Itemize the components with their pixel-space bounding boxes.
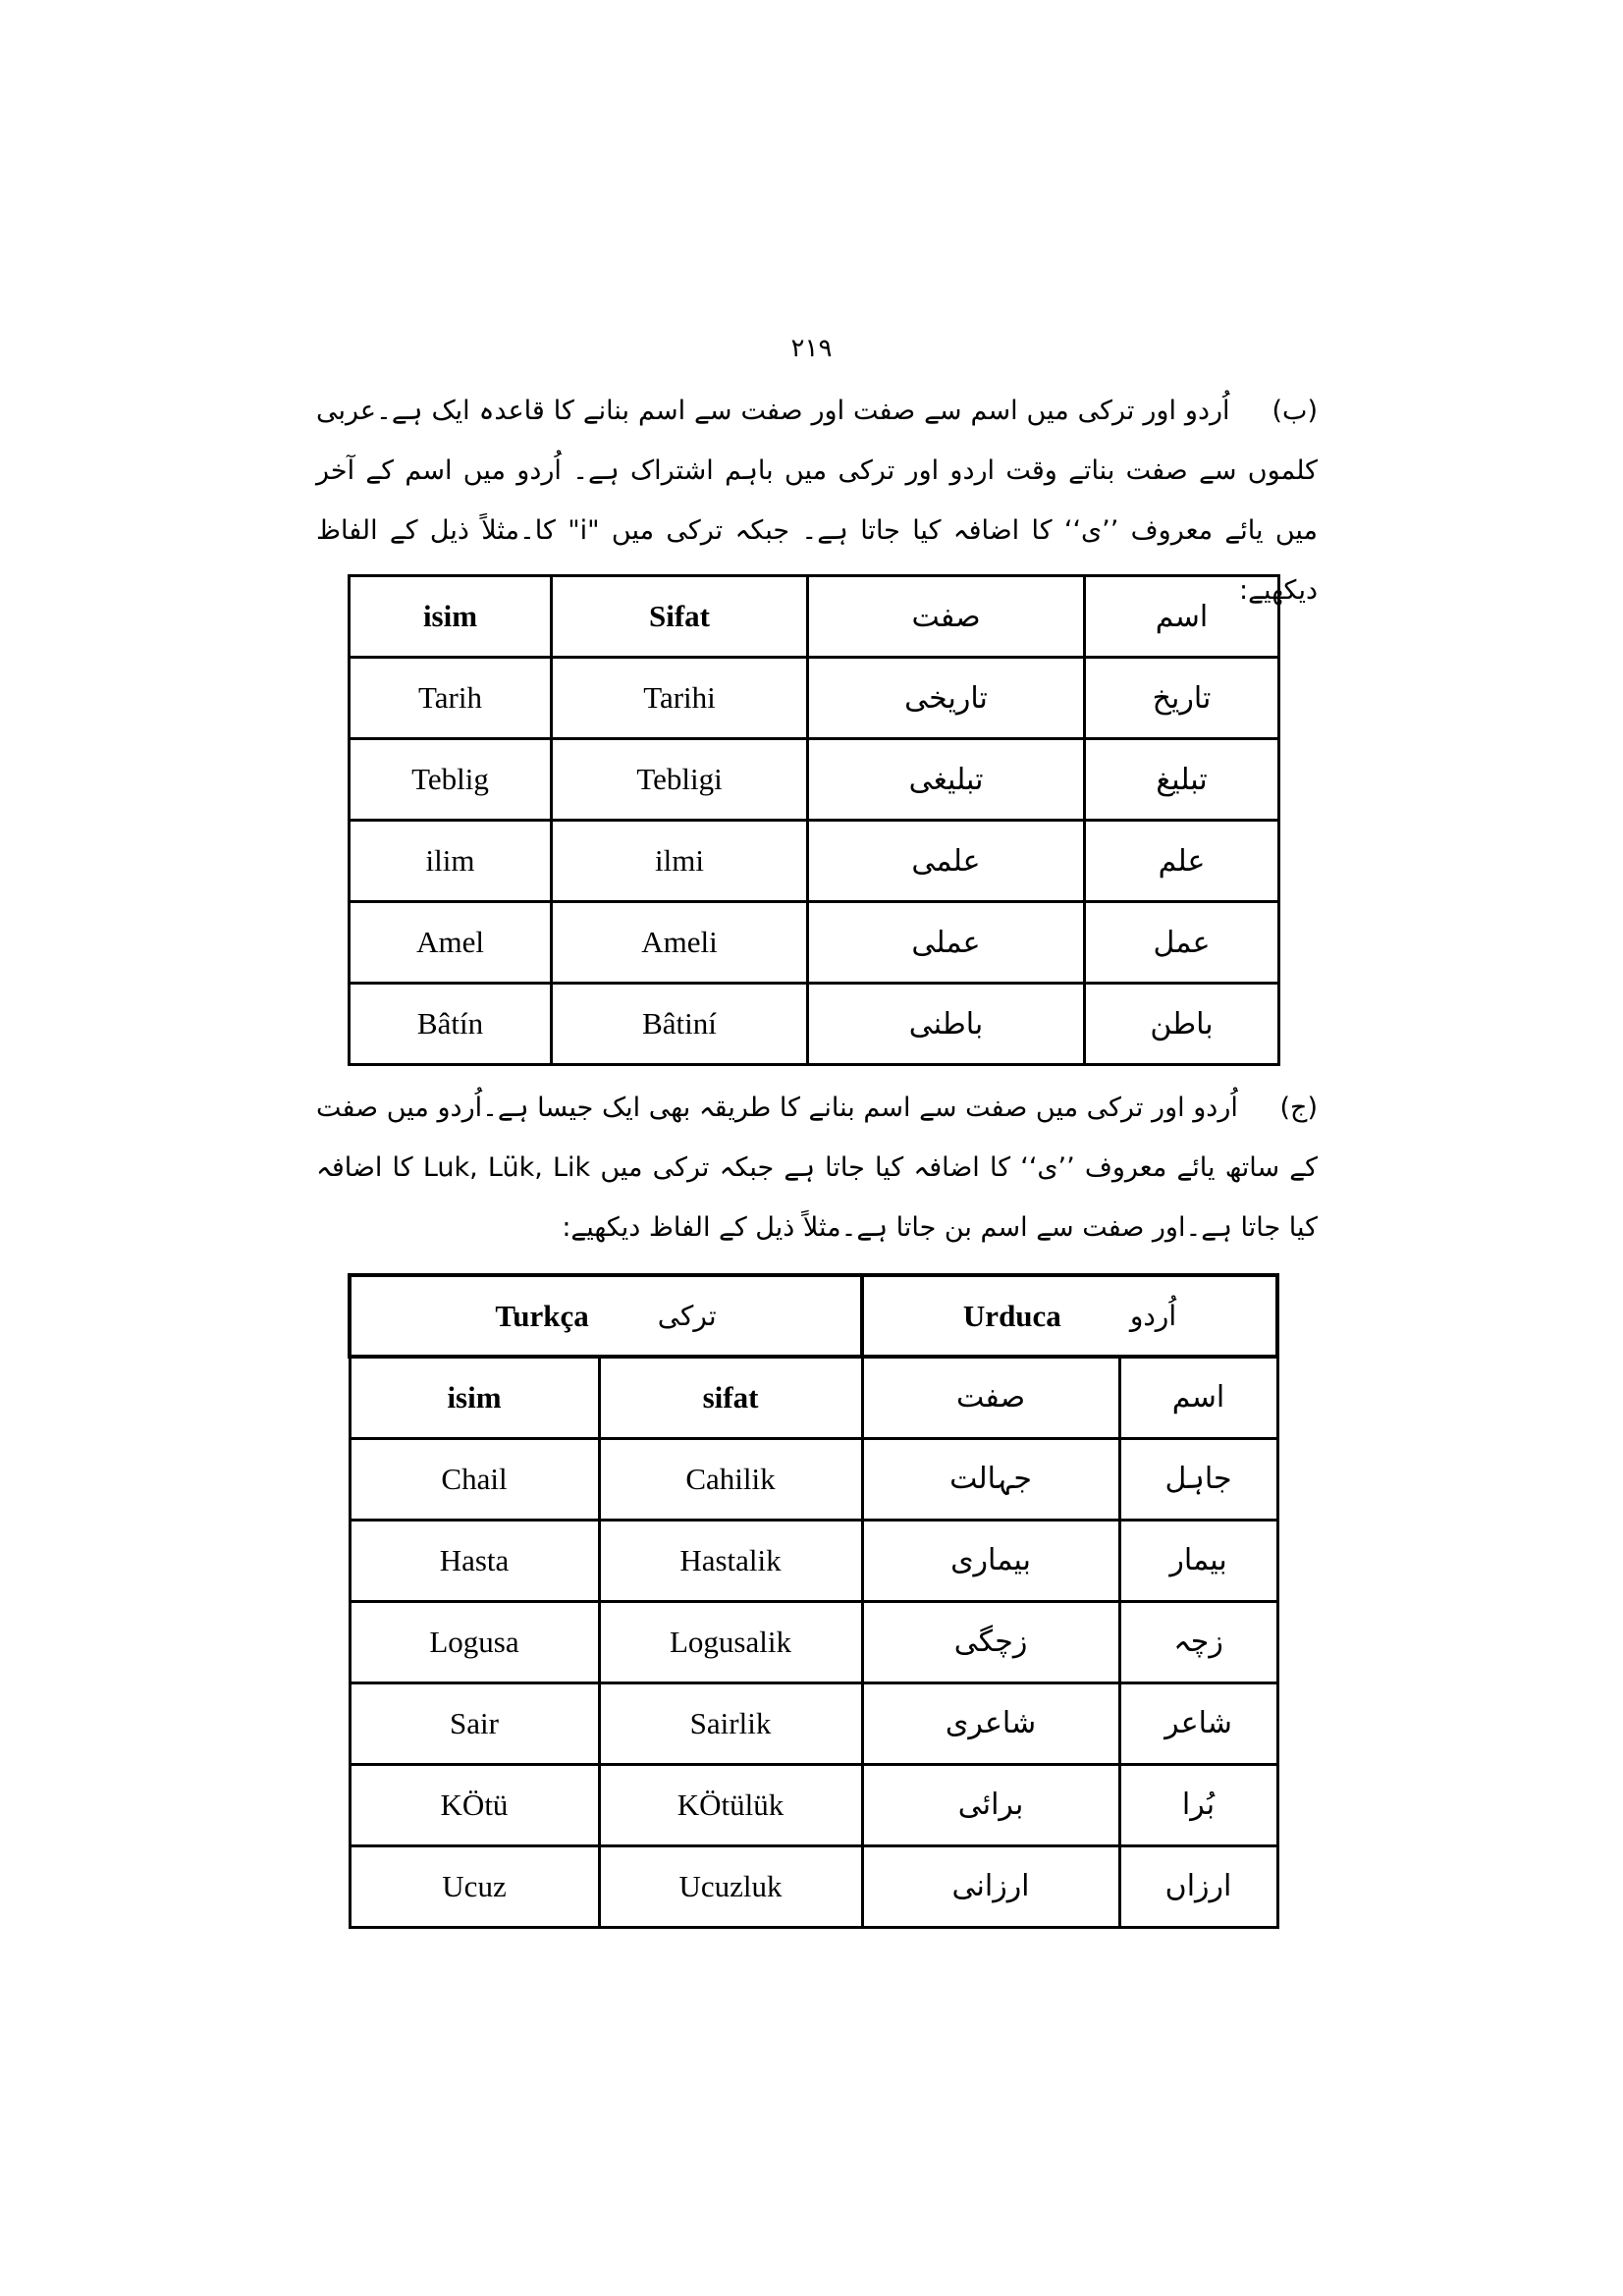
table-cell: Logusa — [350, 1601, 599, 1682]
table-cell: بیمار — [1119, 1520, 1277, 1601]
table-row — [350, 1438, 1277, 1520]
table-cell: Sair — [350, 1682, 599, 1764]
table-cell: Tebligi — [552, 739, 808, 821]
table-row — [350, 1764, 1277, 1845]
table-cell: Ucuz — [350, 1845, 599, 1927]
group-label-turkish-urdu: ترکی — [657, 1300, 717, 1332]
table-cell: عمل — [1085, 902, 1279, 984]
table-cell: شاعر — [1119, 1682, 1277, 1764]
header-cell-isim: isim — [350, 576, 552, 658]
table-cell: Chail — [350, 1438, 599, 1520]
page-number: ۲۱۹ — [790, 334, 833, 363]
adjective-formation-table — [348, 574, 1280, 1066]
paragraph-j-turkish-suffix: Luk, Lük, Lik — [422, 1152, 591, 1183]
group-label-urdu-latin: Urduca — [962, 1298, 1061, 1333]
table-cell: عملی — [808, 902, 1085, 984]
paragraph-j-text-2: کا اضافہ کیا جاتا ہے۔اور صفت سے اسم بن جاتا ہے۔مثلاً ذیل کے الفاظ دیکھیے: — [316, 1152, 1318, 1243]
table-cell: KÖtülük — [599, 1764, 862, 1845]
group-header-urdu — [862, 1275, 1277, 1357]
paragraph-j-text-1: اُردو اور ترکی میں صفت سے اسم بنانے کا طریقہ بھی ایک جیسا ہے۔اُردو میں صفت کے ساتھ یائے معروف ’’ی‘‘ کا اضافہ کیا جاتا ہے جبکہ ترکی میں — [316, 1093, 1318, 1183]
header-cell-urdu-sifat: صفت — [862, 1357, 1119, 1438]
table-cell: Cahilik — [599, 1438, 862, 1520]
table-cell: جاہل — [1119, 1438, 1277, 1520]
table-row — [350, 1601, 1277, 1682]
table-cell: زچگی — [862, 1601, 1119, 1682]
table-row — [350, 902, 1279, 984]
table-cell: KÖtü — [350, 1764, 599, 1845]
table-cell: Logusalik — [599, 1601, 862, 1682]
table-cell: Tarihi — [552, 658, 808, 739]
table-cell: Sairlik — [599, 1682, 862, 1764]
table-cell: Hastalik — [599, 1520, 862, 1601]
group-label-urdu-urdu: اُردو — [1129, 1300, 1177, 1332]
table-cell: ilim — [350, 821, 552, 902]
table-cell: Teblig — [350, 739, 552, 821]
table-row — [350, 1845, 1277, 1927]
table-cell: ارزاں — [1119, 1845, 1277, 1927]
table-cell: Ameli — [552, 902, 808, 984]
table-cell: علمی — [808, 821, 1085, 902]
paragraph-b-turkish-suffix: "i" — [568, 515, 600, 546]
table-cell: تاریخی — [808, 658, 1085, 739]
paragraph-j — [316, 1078, 1318, 1257]
header-cell-sifat: sifat — [599, 1357, 862, 1438]
table-cell: باطن — [1085, 984, 1279, 1065]
paragraph-b-text-2: کا۔مثلاً ذیل کے الفاظ دیکھیے: — [316, 515, 1318, 606]
table-cell: Bâtín — [350, 984, 552, 1065]
table-row — [350, 658, 1279, 739]
table-cell: تبلیغ — [1085, 739, 1279, 821]
header-cell-isim: isim — [350, 1357, 599, 1438]
section-marker-b: (ب) — [1271, 396, 1318, 426]
table-row — [350, 1520, 1277, 1601]
group-header-turkish — [350, 1275, 862, 1357]
table-row — [350, 821, 1279, 902]
table-cell: بُرا — [1119, 1764, 1277, 1845]
table-row — [350, 1682, 1277, 1764]
header-cell-urdu-ism: اسم — [1085, 576, 1279, 658]
table-header-row — [350, 576, 1279, 658]
header-cell-urdu-ism: اسم — [1119, 1357, 1277, 1438]
table-cell: Bâtiní — [552, 984, 808, 1065]
header-cell-urdu-sifat: صفت — [808, 576, 1085, 658]
table-cell: جہالت — [862, 1438, 1119, 1520]
table-cell: Amel — [350, 902, 552, 984]
table-row — [350, 984, 1279, 1065]
table-cell: باطنی — [808, 984, 1085, 1065]
section-marker-j: (ج) — [1279, 1093, 1318, 1123]
table-cell: بیماری — [862, 1520, 1119, 1601]
table-cell: علم — [1085, 821, 1279, 902]
table-header-row — [350, 1357, 1277, 1438]
table-cell: شاعری — [862, 1682, 1119, 1764]
table-cell: Ucuzluk — [599, 1845, 862, 1927]
language-group-row — [350, 1275, 1277, 1357]
table-cell: تبلیغی — [808, 739, 1085, 821]
table-cell: تاریخ — [1085, 658, 1279, 739]
table-cell: Tarih — [350, 658, 552, 739]
table-cell: زچہ — [1119, 1601, 1277, 1682]
table-row — [350, 739, 1279, 821]
table-cell: ilmi — [552, 821, 808, 902]
group-label-turkish-latin: Turkça — [495, 1298, 589, 1333]
header-cell-sifat: Sifat — [552, 576, 808, 658]
paragraph-b-text-1: اُردو اور ترکی میں اسم سے صفت اور صفت سے اسم بنانے کا قاعدہ ایک ہے۔عربی کلموں سے صفت بناتے وقت اردو اور ترکی میں باہم اشتراک ہے۔ اُردو میں اسم کے آخر میں یائے معروف ’’ی‘‘ کا اضافہ کیا جاتا ہے۔ جبکہ ترکی میں — [316, 396, 1318, 546]
table-cell: ارزانی — [862, 1845, 1119, 1927]
noun-formation-table — [348, 1273, 1279, 1929]
table-cell: برائی — [862, 1764, 1119, 1845]
table-cell: Hasta — [350, 1520, 599, 1601]
